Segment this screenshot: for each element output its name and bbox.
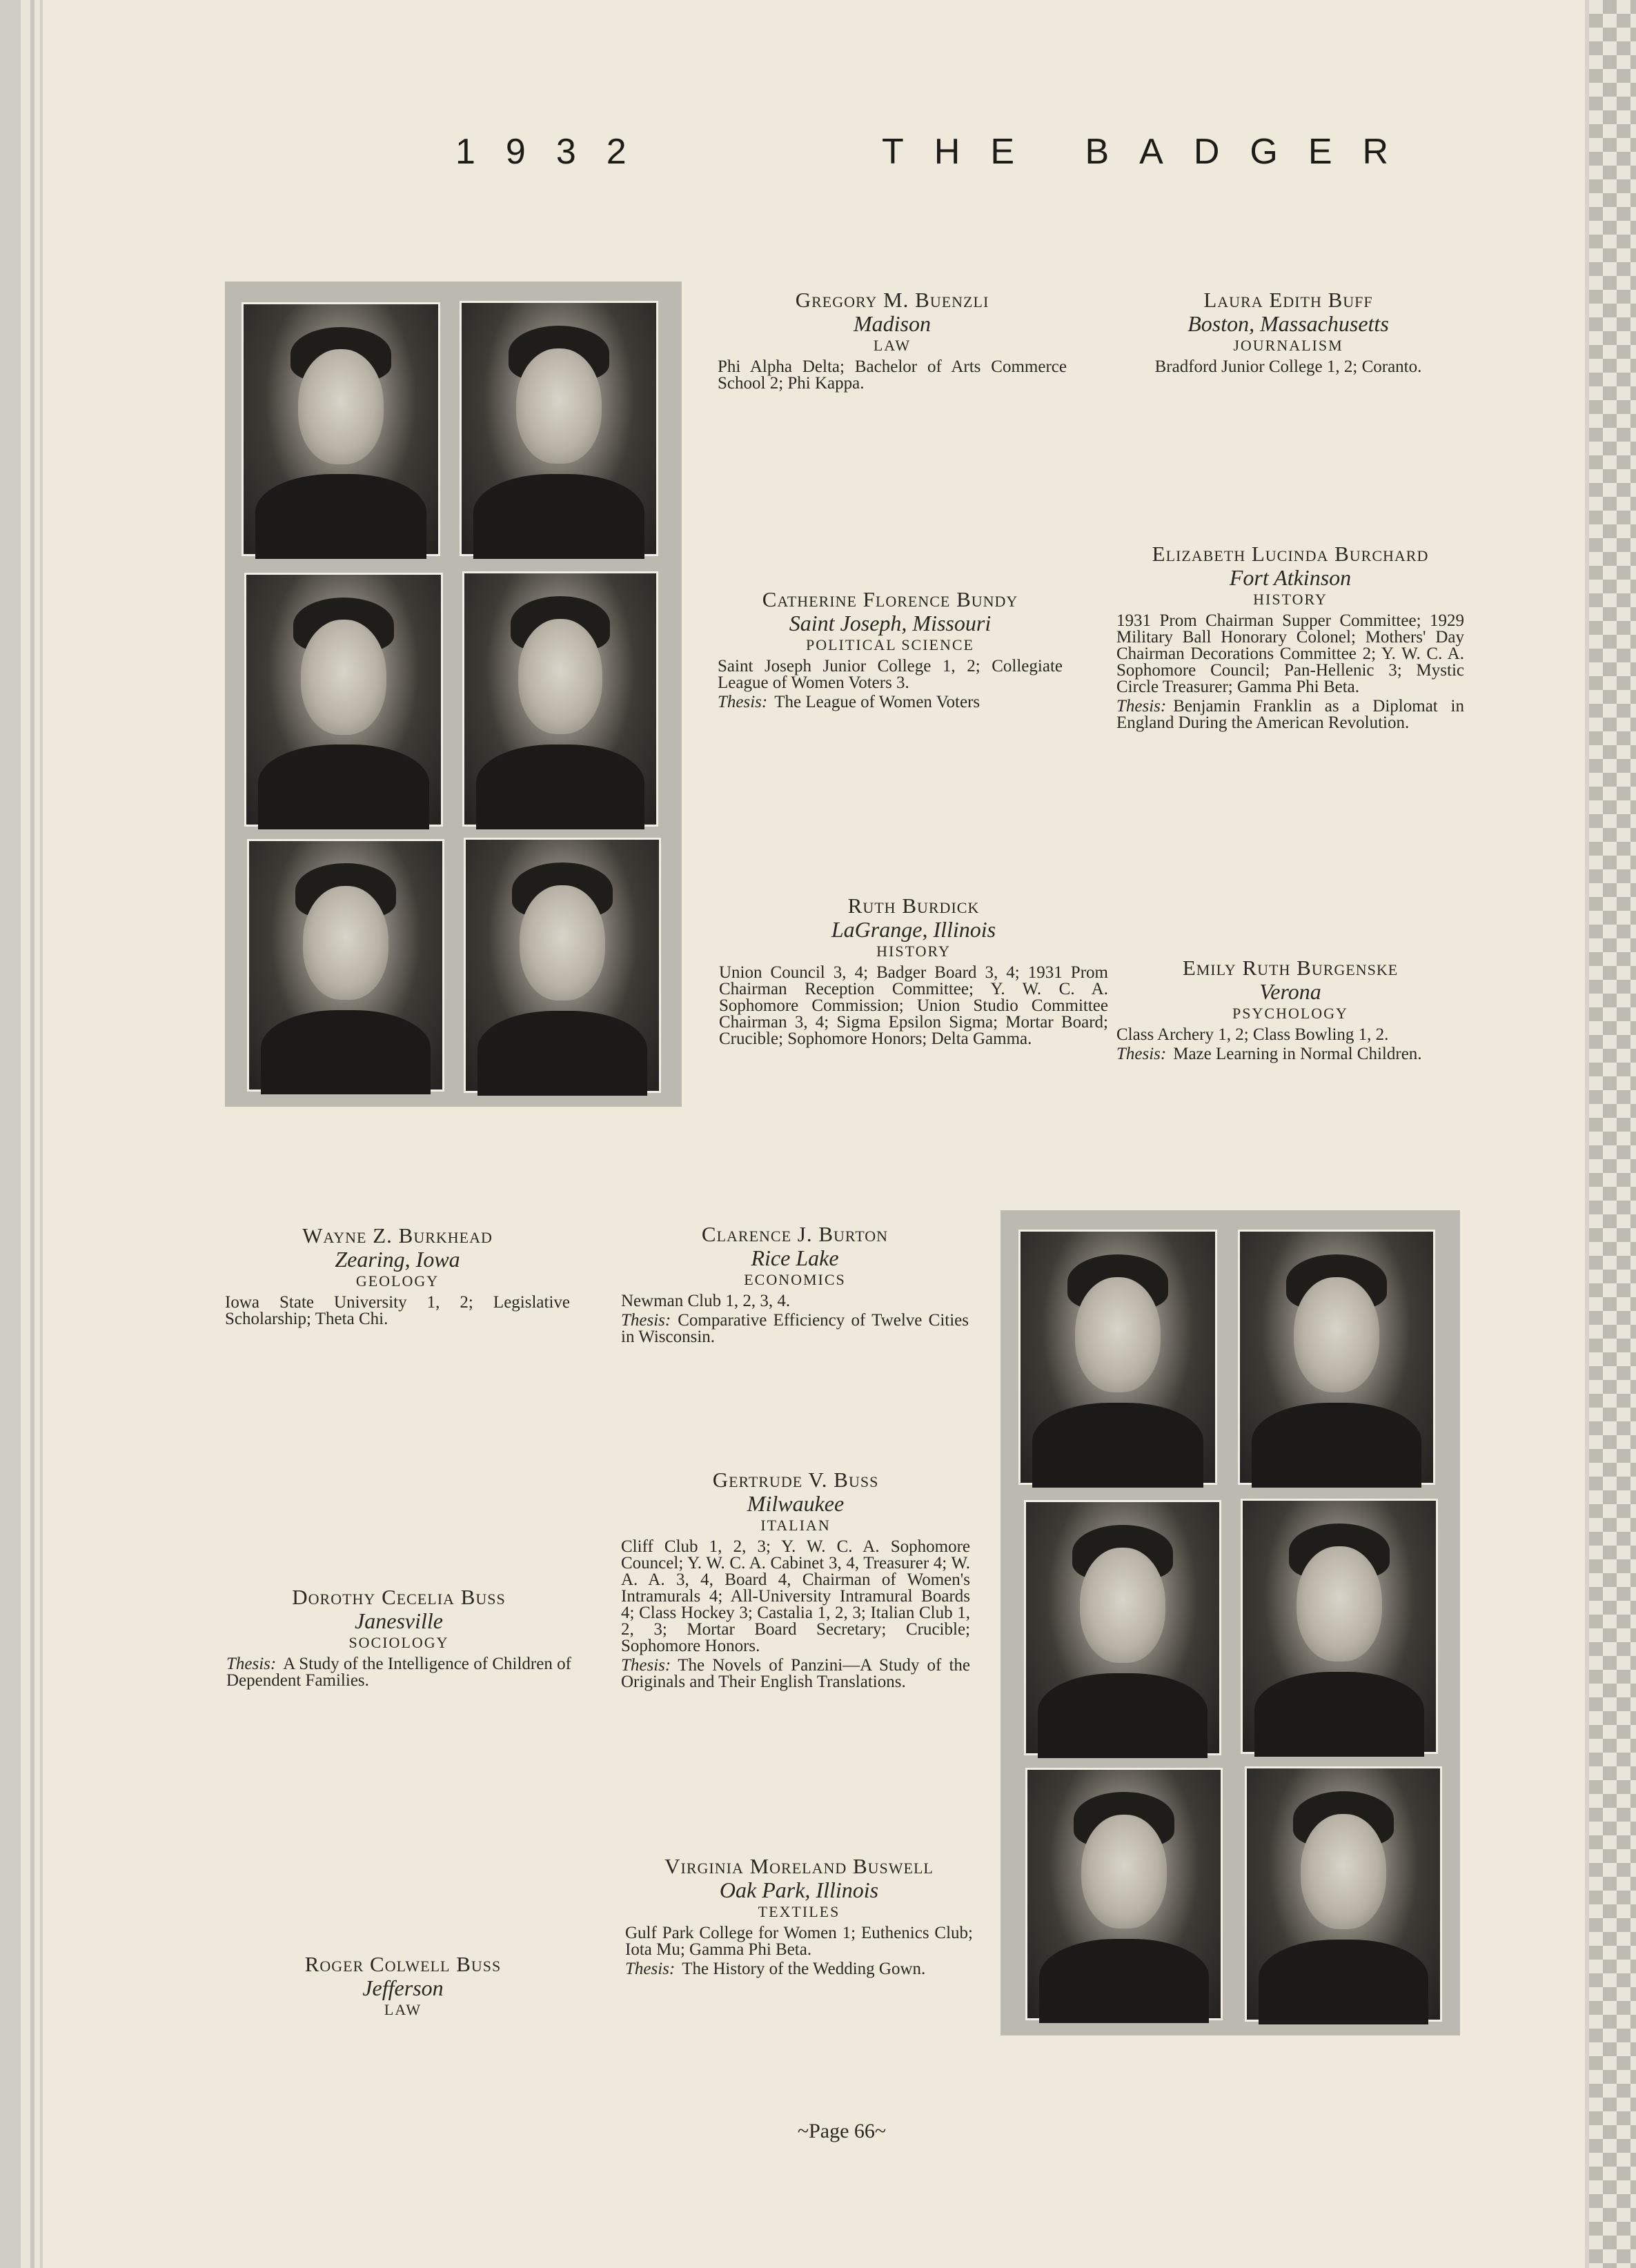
student-thesis	[1116, 1046, 1464, 1063]
student-entry	[625, 1855, 973, 1978]
thesis-label: Thesis:	[226, 1655, 277, 1673]
student-hometown: Janesville	[355, 1608, 443, 1633]
student-major: LAW	[873, 337, 911, 354]
right-decorative-border	[1585, 0, 1636, 2268]
thesis-title: The League of Women Voters	[774, 693, 980, 711]
student-entry	[230, 1953, 575, 2020]
thesis-label: Thesis:	[621, 1311, 671, 1330]
student-name: Virginia Moreland Buswell	[664, 1854, 934, 1878]
header-year: 1932	[455, 132, 657, 172]
student-hometown: Verona	[1259, 979, 1321, 1004]
student-major: HISTORY	[876, 943, 951, 960]
student-activities: 1931 Prom Chairman Supper Committee; 1929 Military Ball Honorary Colonel; Mothers' Day Chairman Decorations Committee 2; Y. W. C. A. Sophomore Council; Pan-Hellenic 3; Mystic Circle Treasurer; Gamma Phi Beta.	[1116, 611, 1464, 696]
student-major: LAW	[384, 2001, 422, 2018]
student-entry	[1116, 956, 1464, 1063]
thesis-label: Thesis:	[621, 1656, 671, 1675]
portrait-photo	[460, 301, 658, 556]
student-activities: Cliff Club 1, 2, 3; Y. W. C. A. Sophomore Councel; Y. W. C. A. Cabinet 3, 4, Treasurer 4; W. A. A. 3, 4, Board 4, Chairman of Women's Intramurals 4; All-University Intramural Boards 4; Class Hockey 3; Castalia 1, 2, 3; Italian Club 1, 2, 3; Mortar Board Secretary; Crucible; Sophomore Honors.	[621, 1537, 970, 1655]
student-thesis	[718, 694, 1063, 711]
student-thesis	[621, 1657, 970, 1690]
portrait-photo	[1025, 1768, 1223, 2020]
student-major: JOURNALISM	[1233, 337, 1343, 354]
student-hometown: Milwaukee	[747, 1491, 845, 1516]
student-thesis	[625, 1961, 973, 1978]
portrait-photo	[1238, 1230, 1435, 1485]
student-major: ECONOMICS	[744, 1271, 846, 1288]
thesis-label: Thesis:	[1116, 697, 1167, 716]
portrait-photo	[1245, 1766, 1442, 2022]
student-name: Catherine Florence Bundy	[762, 587, 1018, 611]
portrait-photo	[1241, 1499, 1438, 1754]
student-activities: Newman Club 1, 2, 3, 4.	[621, 1292, 791, 1310]
student-major: ITALIAN	[760, 1517, 831, 1534]
student-thesis	[1116, 698, 1464, 731]
thesis-title: The History of the Wedding Gown.	[682, 1960, 926, 1978]
student-activities: Phi Alpha Delta; Bachelor of Arts Commerce School 2; Phi Kappa.	[718, 357, 1067, 393]
student-major: HISTORY	[1253, 591, 1328, 608]
student-name: Gertrude V. Buss	[712, 1468, 879, 1492]
student-entry	[225, 1224, 570, 1328]
student-entry	[226, 1586, 571, 1689]
student-thesis	[621, 1312, 969, 1345]
student-major: TEXTILES	[758, 1903, 840, 1920]
student-major: PSYCHOLOGY	[1232, 1005, 1348, 1022]
student-entry	[1116, 542, 1464, 731]
student-name: Dorothy Cecelia Buss	[292, 1585, 506, 1609]
student-name: Laura Edith Buff	[1203, 288, 1373, 312]
student-name: Elizabeth Lucinda Burchard	[1152, 542, 1429, 566]
thesis-title: Benjamin Franklin as a Diplomat in England During the American Revolution.	[1116, 697, 1464, 732]
photo-panel-bottom	[1001, 1210, 1460, 2035]
portrait-photo	[242, 302, 440, 556]
student-hometown: LaGrange, Illinois	[831, 917, 996, 942]
student-name: Clarence J. Burton	[701, 1222, 889, 1246]
student-activities: Gulf Park College for Women 1; Euthenics Club; Iota Mu; Gamma Phi Beta.	[625, 1924, 973, 1959]
thesis-title: The Novels of Panzini—A Study of the Originals and Their English Translations.	[621, 1656, 970, 1691]
student-entry	[1112, 288, 1464, 375]
student-activities: Class Archery 1, 2; Class Bowling 1, 2.	[1116, 1025, 1389, 1044]
student-major: POLITICAL SCIENCE	[805, 636, 974, 653]
student-name: Gregory M. Buenzli	[795, 288, 989, 312]
thesis-title: Maze Learning in Normal Children.	[1173, 1045, 1422, 1063]
student-hometown: Zearing, Iowa	[335, 1247, 460, 1272]
student-entry	[718, 588, 1063, 711]
portrait-photo	[244, 573, 443, 827]
student-major: GEOLOGY	[355, 1272, 440, 1290]
student-name: Wayne Z. Burkhead	[302, 1223, 493, 1248]
thesis-title: A Study of the Intelligence of Children of Dependent Families.	[226, 1655, 571, 1690]
student-entry	[621, 1223, 969, 1345]
student-hometown: Saint Joseph, Missouri	[789, 611, 992, 635]
student-hometown: Oak Park, Illinois	[719, 1877, 879, 1902]
thesis-title: Comparative Efficiency of Twelve Cities in Wisconsin.	[621, 1311, 969, 1346]
student-entry	[719, 894, 1108, 1047]
portrait-photo	[1018, 1230, 1217, 1485]
student-name: Emily Ruth Burgenske	[1182, 956, 1399, 980]
thesis-label: Thesis:	[718, 693, 768, 711]
left-page-border	[0, 0, 52, 2268]
portrait-photo	[462, 571, 658, 827]
header-title: THE BADGER	[882, 132, 1419, 172]
student-hometown: Fort Atkinson	[1229, 565, 1352, 590]
student-major: SOCIOLOGY	[348, 1634, 449, 1651]
student-activities: Iowa State University 1, 2; Legislative Scholarship; Theta Chi.	[225, 1293, 570, 1328]
student-activities: Bradford Junior College 1, 2; Coranto.	[1154, 357, 1422, 376]
portrait-photo	[247, 839, 444, 1092]
thesis-label: Thesis:	[1116, 1045, 1167, 1063]
student-activities: Saint Joseph Junior College 1, 2; Collegiate League of Women Voters 3.	[718, 657, 1063, 692]
student-hometown: Boston, Massachusetts	[1187, 311, 1389, 336]
student-name: Roger Colwell Buss	[304, 1952, 502, 1976]
thesis-label: Thesis:	[625, 1960, 676, 1978]
student-hometown: Madison	[854, 311, 931, 336]
portrait-photo	[464, 838, 661, 1093]
student-name: Ruth Burdick	[847, 894, 980, 918]
portrait-photo	[1024, 1500, 1221, 1755]
student-entry	[718, 288, 1067, 392]
student-entry	[621, 1468, 970, 1690]
student-hometown: Rice Lake	[751, 1245, 839, 1270]
student-hometown: Jefferson	[362, 1975, 444, 2000]
photo-panel-top	[225, 282, 682, 1107]
page-number: ~Page 66~	[797, 2120, 887, 2142]
student-activities: Union Council 3, 4; Badger Board 3, 4; 1931 Prom Chairman Reception Committee; Y. W. C. A. Sophomore Commission; Union Studio Committee Chairman 3, 4; Sigma Epsilon Sigma; Mortar Board; Crucible; Sophomore Honors; Delta Gamma.	[719, 963, 1108, 1048]
student-thesis	[226, 1656, 571, 1689]
